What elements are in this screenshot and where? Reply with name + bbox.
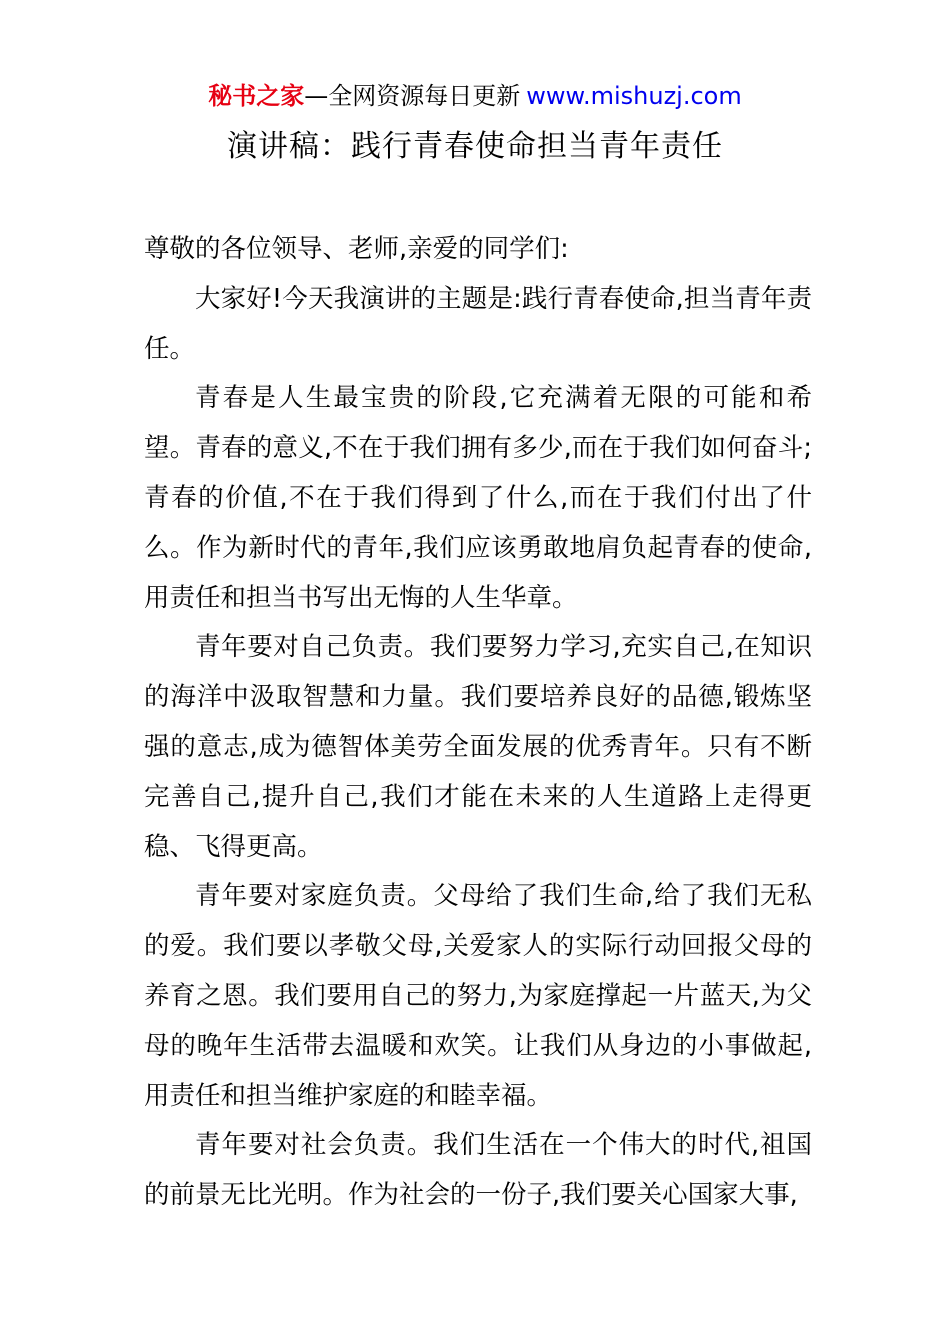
- document-body: [144, 225, 812, 1221]
- document-title: 演讲稿：践行青春使命担当青年责任: [227, 129, 723, 164]
- brand-name: 秘书之家: [208, 82, 305, 110]
- site-tagline: —全网资源每日更新: [304, 82, 521, 110]
- paragraph-greeting: 大家好!今天我演讲的主题是:践行青春使命,担当青年责任。: [144, 283, 812, 364]
- site-header: [0, 80, 950, 112]
- paragraph-society-responsibility: 青年要对社会负责。我们生活在一个伟大的时代,祖国的前景无比光明。作为社会的一份子,我们要关心国家大事,: [144, 1130, 812, 1211]
- site-url-link[interactable]: www.mishuzj.com: [526, 82, 742, 110]
- paragraph-self-responsibility: 青年要对自己负责。我们要努力学习,充实自己,在知识的海洋中汲取智慧和力量。我们要培养良好的品德,锻炼坚强的意志,成为德智体美劳全面发展的优秀青年。只有不断完善自己,提升自己,我们才能在未来的人生道路上走得更稳、飞得更高。: [144, 632, 812, 862]
- paragraph-family-responsibility: 青年要对家庭负责。父母给了我们生命,给了我们无私的爱。我们要以孝敬父母,关爱家人的实际行动回报父母的养育之恩。我们要用自己的努力,为家庭撑起一片蓝天,为父母的晚年生活带去温暖和欢笑。让我们从身边的小事做起,用责任和担当维护家庭的和睦幸福。: [144, 881, 812, 1111]
- paragraph-youth-meaning: 青春是人生最宝贵的阶段,它充满着无限的可能和希望。青春的意义,不在于我们拥有多少,而在于我们如何奋斗;青春的价值,不在于我们得到了什么,而在于我们付出了什么。作为新时代的青年,我们应该勇敢地肩负起青春的使命,用责任和担当书写出无悔的人生华章。: [144, 383, 812, 613]
- salutation: 尊敬的各位领导、老师,亲爱的同学们:: [144, 234, 569, 264]
